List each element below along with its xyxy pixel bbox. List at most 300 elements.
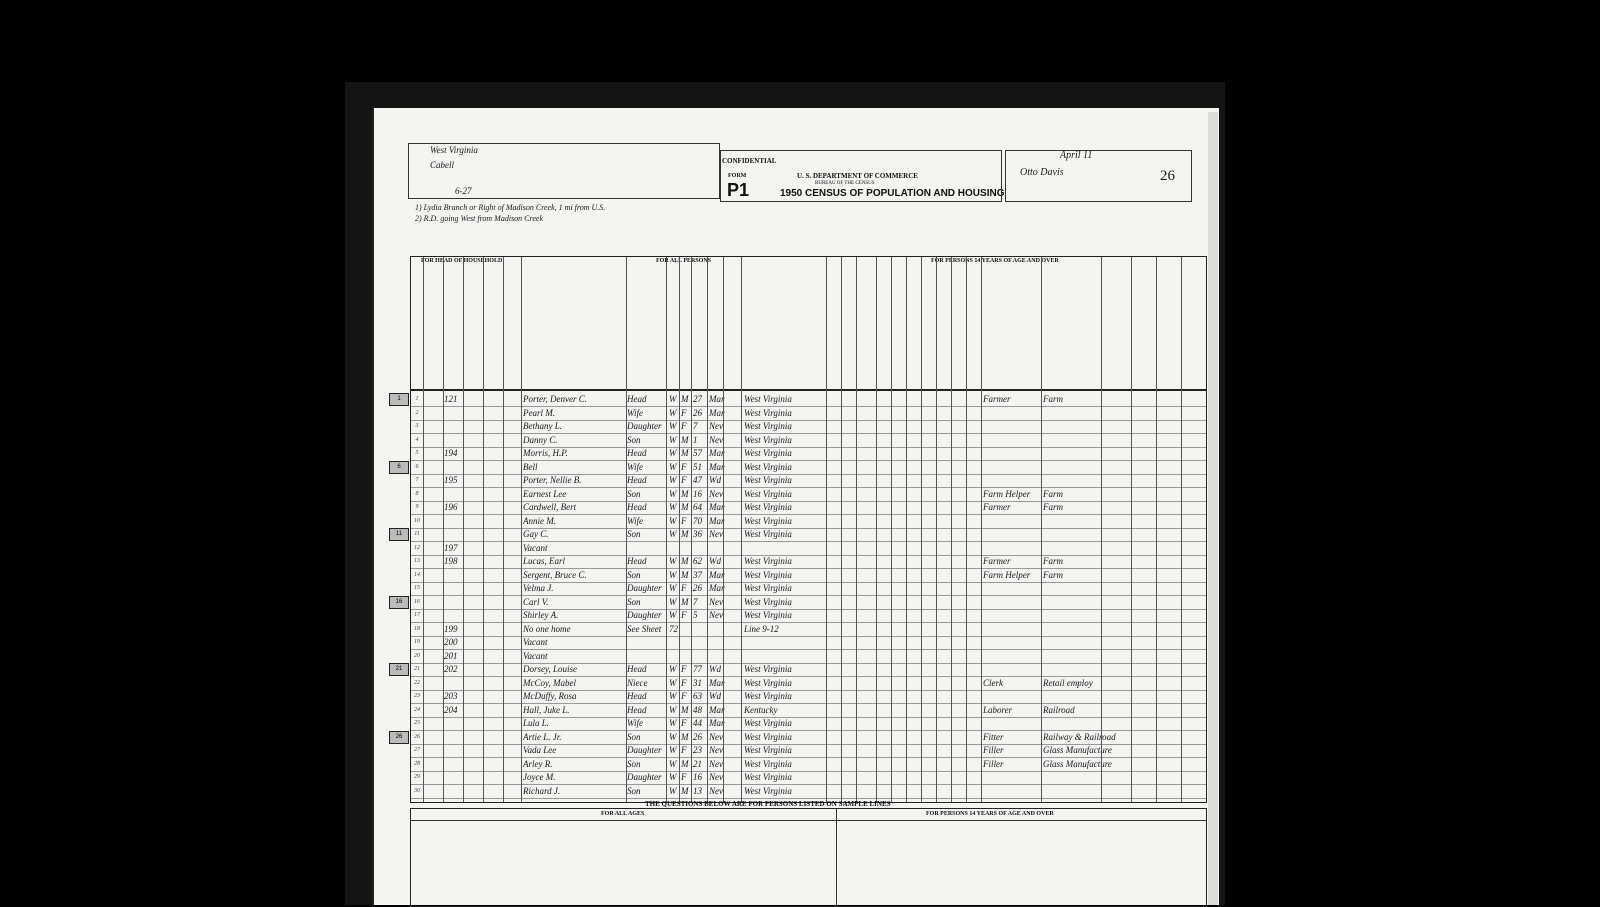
column-rule: [856, 257, 857, 802]
sex: M: [681, 502, 689, 512]
sex: M: [681, 596, 689, 607]
enumerator-name: Otto Davis: [1020, 167, 1064, 178]
age: 27: [693, 394, 702, 404]
birthplace: West Virginia: [744, 529, 792, 539]
column-rule: [741, 257, 742, 802]
industry: Railway & Railroad: [1043, 731, 1116, 742]
column-rule: [691, 257, 692, 802]
birthplace: West Virginia: [744, 569, 792, 580]
sex: F: [681, 664, 687, 674]
age: [693, 650, 707, 663]
dwelling-number: 196: [444, 502, 458, 512]
age: 31: [693, 677, 702, 688]
column-rule: [966, 257, 967, 802]
occupation: [983, 596, 1041, 609]
age: 26: [693, 407, 702, 418]
race: W: [669, 448, 677, 458]
section-persons-14-over: FOR PERSONS 14 YEARS OF AGE AND OVER: [931, 258, 1059, 264]
birthplace: West Virginia: [744, 691, 792, 701]
dwelling-number: 195: [444, 475, 458, 485]
birthplace: West Virginia: [744, 610, 792, 620]
person-name: Gay C.: [523, 529, 549, 539]
sex: F: [681, 583, 687, 593]
race: W: [669, 731, 677, 742]
sex: [681, 650, 691, 663]
age: 51: [693, 461, 702, 472]
industry: [1043, 609, 1101, 622]
table-row: [411, 609, 1206, 622]
marital-status: Nev: [709, 421, 723, 431]
person-name: Morris, H.P.: [523, 448, 568, 458]
race: W: [669, 785, 677, 796]
birthplace: [744, 650, 826, 663]
sex: M: [681, 704, 689, 715]
sample-line-marker: 16: [389, 596, 409, 609]
sample-line-marker: 26: [389, 731, 409, 744]
person-name: Earnest Lee: [523, 488, 567, 499]
age: 21: [693, 758, 702, 769]
birthplace: West Virginia: [744, 475, 792, 485]
age: 37: [693, 569, 702, 580]
race: W: [669, 529, 677, 539]
race: W: [669, 718, 677, 728]
sex: M: [681, 394, 689, 404]
marital-status: Nev: [709, 758, 723, 769]
person-name: McCoy, Mabel: [523, 677, 576, 688]
occupation: [983, 636, 1041, 649]
location-box: [408, 143, 720, 199]
industry: Glass Manufacture: [1043, 758, 1112, 769]
dwelling-number: [444, 434, 464, 447]
relationship: Wife: [627, 515, 643, 526]
relationship: Head: [627, 502, 647, 512]
person-name: Hall, Juke L.: [523, 704, 570, 715]
line-number: 1: [415, 396, 419, 402]
occupation: [983, 528, 1041, 541]
dwelling-number: [444, 731, 464, 744]
age: 62: [693, 556, 702, 566]
header-divider: [411, 389, 1206, 391]
sex: F: [681, 718, 687, 728]
dwelling-number: [444, 528, 464, 541]
race: W: [669, 394, 677, 404]
industry: [1043, 582, 1101, 595]
county-value: Cabell: [430, 160, 454, 170]
person-name: Shirley A.: [523, 610, 559, 620]
relationship: Son: [627, 434, 641, 445]
relationship: See Sheet: [627, 623, 662, 634]
sex: M: [681, 448, 689, 458]
birthplace: West Virginia: [744, 394, 792, 404]
relationship: [627, 636, 667, 649]
industry: [1043, 447, 1101, 460]
line-number: 7: [415, 477, 419, 483]
marital-status: Mar: [709, 407, 725, 418]
state-value: West Virginia: [430, 145, 478, 155]
marital-status: Mar: [709, 677, 725, 688]
dwelling-number: [444, 771, 464, 784]
person-name: Vacant: [523, 637, 548, 647]
race: W: [669, 691, 677, 701]
form-id: P1: [727, 180, 750, 200]
age: 16: [693, 488, 702, 499]
dwelling-number: [444, 596, 464, 609]
industry: [1043, 528, 1101, 541]
birthplace: West Virginia: [744, 745, 792, 755]
age: 7: [693, 596, 698, 607]
age: 57: [693, 448, 702, 458]
sex: F: [681, 610, 687, 620]
sample-line-marker: 1: [389, 393, 409, 406]
line-number: 25: [414, 720, 420, 726]
title-box: [720, 150, 1005, 202]
relationship: Wife: [627, 718, 643, 728]
table-row: [395, 596, 1206, 609]
age: 13: [693, 785, 702, 796]
occupation: [983, 461, 1041, 474]
table-row: [395, 731, 1206, 744]
occupation: [983, 434, 1041, 447]
column-rule: [666, 257, 667, 802]
relationship: Son: [627, 569, 641, 580]
line-number: 24: [414, 706, 420, 713]
column-rule: [1181, 257, 1182, 802]
column-rule: [826, 257, 827, 802]
table-row: [411, 744, 1206, 757]
race: W: [669, 515, 677, 526]
table-row: [411, 690, 1206, 703]
table-row: [411, 569, 1206, 582]
occupation: Farm Helper: [983, 569, 1031, 580]
column-rule: [1156, 257, 1157, 802]
dwelling-number: [444, 407, 464, 420]
birthplace: West Virginia: [744, 758, 792, 769]
occupation: [983, 474, 1041, 487]
relationship: Head: [627, 664, 647, 674]
occupation: [983, 785, 1041, 798]
relationship: Son: [627, 785, 641, 796]
column-rule: [423, 257, 424, 802]
sex: F: [681, 461, 687, 472]
table-row: [411, 704, 1206, 717]
dwelling-number: [444, 582, 464, 595]
birthplace: West Virginia: [744, 772, 792, 782]
race: W: [669, 704, 677, 715]
dwelling-number: 204: [444, 704, 458, 715]
table-row: [411, 623, 1206, 636]
relationship: Head: [627, 556, 647, 566]
column-rule: [1041, 257, 1042, 802]
table-row: [397, 393, 1206, 406]
table-row: [411, 434, 1206, 447]
sex: M: [681, 785, 689, 796]
line-number: 14: [414, 571, 420, 578]
section-all-persons: FOR ALL PERSONS: [656, 258, 712, 264]
occupation: Farm Helper: [983, 488, 1031, 499]
race: [669, 650, 679, 663]
age: 47: [693, 475, 702, 485]
column-rule: [981, 257, 982, 802]
birthplace: West Virginia: [744, 502, 792, 512]
enumerator-box: [1005, 150, 1192, 202]
dwelling-number: [444, 785, 464, 798]
birthplace: West Virginia: [744, 434, 792, 445]
enumeration-date: April 11: [1060, 150, 1093, 161]
occupation: [983, 717, 1041, 730]
marital-status: Mar: [709, 704, 725, 715]
dwelling-number: [444, 488, 464, 501]
person-name: Porter, Denver C.: [523, 394, 587, 404]
occupation: Fitter: [983, 731, 1004, 742]
section-head-of-household: FOR HEAD OF HOUSEHOLD: [421, 258, 503, 264]
relationship: Niece: [627, 677, 648, 688]
person-name: No one home: [523, 623, 571, 634]
relationship: [627, 542, 667, 555]
race: W: [669, 475, 677, 485]
age: 26: [693, 731, 702, 742]
age: 26: [693, 583, 702, 593]
line-number: 22: [414, 679, 420, 686]
age: 63: [693, 691, 702, 701]
line-number: 20: [414, 652, 420, 659]
race: W: [669, 421, 677, 431]
table-row: [411, 542, 1206, 555]
dwelling-number: 200: [444, 637, 458, 647]
race: W: [669, 745, 677, 755]
bottom-col-split: [836, 809, 837, 906]
industry: [1043, 434, 1101, 447]
age: [693, 636, 707, 649]
person-name: McDuffy, Rosa: [523, 691, 577, 701]
relationship: Daughter: [627, 610, 662, 620]
occupation: [983, 623, 1041, 636]
marital-status: Wd: [709, 691, 721, 701]
person-name: Danny C.: [523, 434, 558, 445]
person-name: Velma J.: [523, 583, 554, 593]
race: W: [669, 758, 677, 769]
sex: F: [681, 407, 687, 418]
person-name: Richard J.: [523, 785, 561, 796]
industry: [1043, 420, 1101, 433]
sex: [681, 623, 691, 636]
line-number: 29: [414, 774, 420, 780]
age: 48: [693, 704, 702, 715]
sex: [681, 636, 691, 649]
table-row: [411, 785, 1206, 798]
marital-status: Mar: [709, 448, 725, 458]
marital-status: Nev: [709, 785, 723, 796]
industry: [1043, 785, 1101, 798]
occupation: [983, 447, 1041, 460]
relationship: [627, 650, 667, 663]
table-row: [411, 677, 1206, 690]
relationship: Head: [627, 704, 647, 715]
relationship: Son: [627, 529, 641, 539]
person-name: Cardwell, Bert: [523, 502, 577, 512]
marital-status: Nev: [709, 745, 723, 755]
dwelling-number: 199: [444, 623, 458, 634]
relationship: Son: [627, 488, 641, 499]
industry: [1043, 596, 1101, 609]
person-name: Bell: [523, 461, 538, 472]
table-row: [397, 461, 1206, 474]
table-row: [411, 488, 1206, 501]
sex: F: [681, 772, 687, 782]
race: W: [669, 569, 677, 580]
line-number: 13: [414, 558, 420, 564]
industry: [1043, 623, 1101, 636]
marital-status: Nev: [709, 596, 723, 607]
sample-line-marker: 21: [389, 663, 409, 676]
occupation: [983, 407, 1041, 420]
race: W: [669, 664, 677, 674]
industry: [1043, 690, 1101, 703]
occupation: [983, 663, 1041, 676]
age: 7: [693, 421, 698, 431]
table-row: [411, 420, 1206, 433]
relationship: Head: [627, 448, 647, 458]
table-row: [411, 636, 1206, 649]
relationship: Son: [627, 596, 641, 607]
line-number: 26: [414, 733, 420, 740]
birthplace: West Virginia: [744, 407, 792, 418]
birthplace: [744, 636, 826, 649]
line-number: 18: [414, 625, 420, 632]
sample-questions-table: [410, 808, 1207, 907]
form-title: 1950 CENSUS OF POPULATION AND HOUSING: [780, 188, 1005, 199]
age: 16: [693, 772, 702, 782]
sex: F: [681, 745, 687, 755]
marital-status: Nev: [709, 488, 723, 499]
relationship: Son: [627, 758, 641, 769]
race: [669, 636, 679, 649]
relationship: Daughter: [627, 772, 662, 782]
birthplace: Line 9-12: [744, 623, 779, 634]
birthplace: West Virginia: [744, 488, 792, 499]
occupation: Filler: [983, 745, 1004, 755]
industry: Farm: [1043, 556, 1063, 566]
dwelling-number: [444, 420, 464, 433]
industry: [1043, 771, 1101, 784]
birthplace: West Virginia: [744, 583, 792, 593]
section-bottom-14-over: FOR PERSONS 14 YEARS OF AGE AND OVER: [926, 811, 1054, 817]
dwelling-number: [444, 744, 464, 757]
relationship: Daughter: [627, 421, 662, 431]
table-row: [411, 501, 1206, 514]
person-name: Dorsey, Louise: [523, 664, 577, 674]
industry: [1043, 542, 1101, 555]
marital-status: Mar: [709, 569, 725, 580]
occupation: Filler: [983, 758, 1004, 769]
race: W: [669, 596, 677, 607]
industry: Farm: [1043, 488, 1063, 499]
person-name: Sergent, Bruce C.: [523, 569, 587, 580]
line-number: 5: [415, 450, 419, 456]
marital-status: Nev: [709, 434, 723, 445]
race: W: [669, 583, 677, 593]
ed-number-value: 6-27: [455, 186, 472, 196]
industry: [1043, 636, 1101, 649]
sample-questions-header: THE QUESTIONS BELOW ARE FOR PERSONS LISTED ON SAMPLE LINES: [645, 800, 891, 808]
line-number: 19: [414, 639, 420, 645]
line-number: 23: [414, 693, 420, 699]
dwelling-number: 121: [444, 394, 458, 404]
column-rule: [936, 257, 937, 802]
industry: [1043, 663, 1101, 676]
dwelling-number: 202: [444, 664, 458, 674]
race: W: [669, 434, 677, 445]
dwelling-number: [444, 461, 464, 474]
department-label: U. S. DEPARTMENT OF COMMERCE: [797, 172, 918, 180]
column-rule: [891, 257, 892, 802]
occupation: [983, 542, 1041, 555]
age: 70: [693, 515, 702, 526]
marital-status: Wd: [709, 664, 721, 674]
table-row: [411, 447, 1206, 460]
relationship: Head: [627, 691, 647, 701]
marital-status: Wd: [709, 475, 721, 485]
age: 5: [693, 610, 698, 620]
marital-status: Wd: [709, 556, 721, 566]
age: 64: [693, 502, 702, 512]
marital-status: Nev: [709, 731, 723, 742]
sex: F: [681, 691, 687, 701]
form-label: FORM: [728, 173, 747, 179]
person-name: Lucas, Earl: [523, 556, 566, 566]
birthplace: West Virginia: [744, 718, 792, 728]
population-schedule-table: [395, 256, 1207, 803]
marital-status: Nev: [709, 772, 723, 782]
marital-status: Mar: [709, 461, 725, 472]
dwelling-number: [444, 569, 464, 582]
column-rule: [707, 257, 708, 802]
confidential-label: CONFIDENTIAL: [722, 157, 777, 165]
birthplace: West Virginia: [744, 556, 792, 566]
bottom-divider: [411, 820, 1206, 821]
dwelling-number: 197: [444, 542, 458, 553]
birthplace: West Virginia: [744, 448, 792, 458]
race: W: [669, 677, 677, 688]
birthplace: Kentucky: [744, 704, 778, 715]
marital-status: Mar: [709, 515, 725, 526]
column-rule: [626, 257, 627, 802]
line-number: 6: [415, 463, 419, 470]
line-number: 30: [414, 787, 420, 794]
occupation: Farmer: [983, 556, 1011, 566]
table-row: [411, 515, 1206, 528]
birthplace: West Virginia: [744, 785, 792, 796]
industry: Railroad: [1043, 704, 1075, 715]
marital-status: Mar: [709, 394, 725, 404]
line-number: 10: [414, 517, 420, 524]
relationship: Head: [627, 475, 647, 485]
person-name: Vada Lee: [523, 745, 557, 755]
column-rule: [463, 257, 464, 802]
page-edge: [1208, 112, 1218, 905]
line-number: 21: [414, 666, 420, 672]
marital-status: Nev: [709, 529, 723, 539]
column-rule: [906, 257, 907, 802]
line-number: 27: [414, 747, 420, 753]
dwelling-number: [444, 758, 464, 771]
marital-status: [709, 636, 723, 649]
race: W: [669, 461, 677, 472]
line-number: 15: [414, 585, 420, 591]
note-line-2: 2) R.D. going West from Madison Creek: [415, 214, 543, 223]
table-row: [411, 758, 1206, 771]
industry: Farm: [1043, 394, 1063, 404]
race: 72: [669, 623, 678, 634]
